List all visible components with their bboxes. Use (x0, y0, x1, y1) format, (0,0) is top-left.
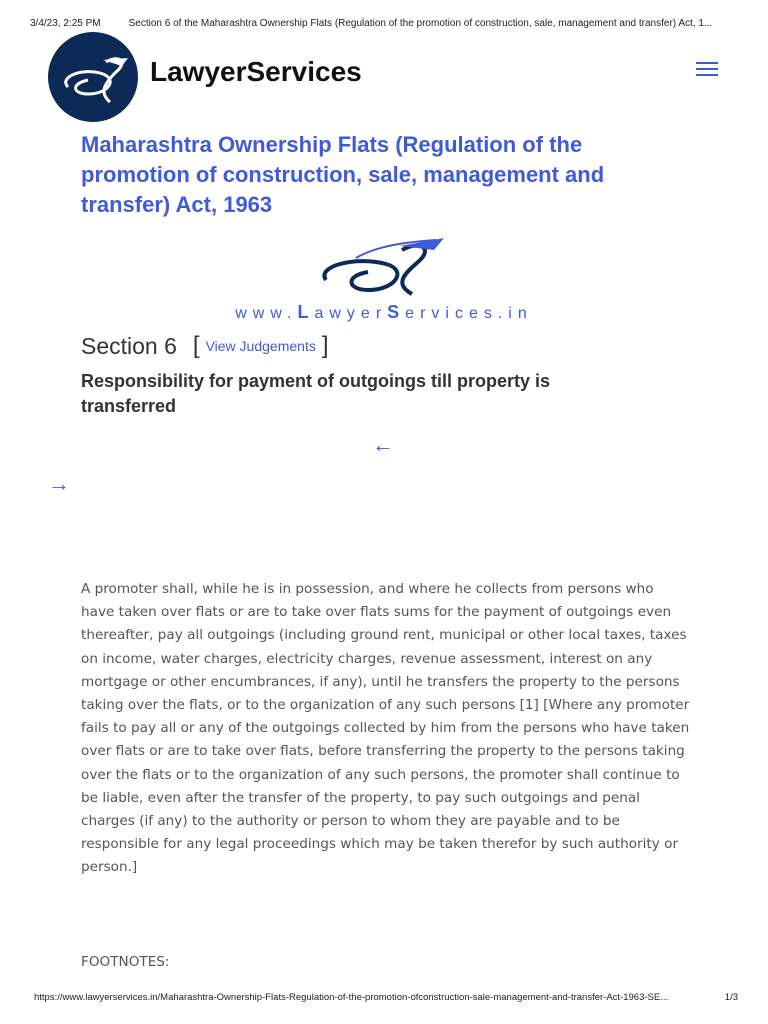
section-label: Section 6 (81, 332, 177, 359)
print-url: https://www.lawyerservices.in/Maharashtra-Ownership-Flats-Regulation-of-the-promotion-ofconstruction-sale-management-and-transfer-Act-1963-SE... (34, 992, 669, 1003)
bracket-close: ] (321, 332, 329, 359)
site-url-part: L (297, 302, 315, 322)
brand-name[interactable]: LawyerServices (150, 56, 362, 87)
hamburger-menu-icon[interactable] (696, 58, 718, 80)
site-url-part: S (387, 302, 406, 322)
page-number: 1/3 (724, 992, 738, 1003)
next-section-arrow-icon[interactable]: → (48, 471, 70, 496)
site-url-part: www. (235, 305, 298, 322)
ls-monogram-icon[interactable] (48, 32, 138, 122)
section-row (81, 332, 329, 360)
site-logo-icon (316, 228, 452, 300)
site-url (0, 302, 768, 323)
print-header (30, 18, 748, 32)
site-url-part: awyer (314, 305, 388, 322)
view-judgements-link[interactable]: View Judgements (205, 338, 316, 354)
print-doc-title: Section 6 of the Maharashtra Ownership Flats (Regulation of the promotion of construction, sale, management and transfer) Act, 1... (128, 18, 713, 29)
print-footer (34, 992, 738, 1003)
section-body-text: A promoter shall, while he is in possession, and where he collects from persons who have taken over flats or are to take over flats sums for the payment of outgoings even thereafter, pay all outgoings (including ground rent, municipal or other local taxes, taxes on income, water charges, electricity charges, revenue assessment, interest on any mortgage or other encumbrances, if any), until he transfers the property to the persons taking over the flats, or to the organization of any such persons [1] [Where any promoter fails to pay all or any of the outgoings collected by him from the persons who have taken over flats or are to take over flats, before transferring the property to the persons taking over the flats or to the organization of any such persons, the promoter shall continue to be liable, even after the transfer of the property, to pay such outgoings and penal charges (if any) to the authority or person to whom they are payable and to be responsible for any legal proceedings which may be taken therefor by such authority or person.] (81, 581, 690, 876)
print-datetime: 3/4/23, 2:25 PM (30, 18, 101, 29)
footnotes-label: FOOTNOTES: (81, 954, 170, 970)
bracket-open: [ (192, 332, 200, 359)
prev-section-arrow-icon[interactable]: ← (372, 432, 394, 457)
act-title: Maharashtra Ownership Flats (Regulation of the promotion of construction, sale, management and transfer) Act, 1963 (81, 132, 605, 217)
site-url-part: ervices.in (405, 305, 533, 322)
section-heading: Responsibility for payment of outgoings till property is transferred (81, 371, 551, 416)
